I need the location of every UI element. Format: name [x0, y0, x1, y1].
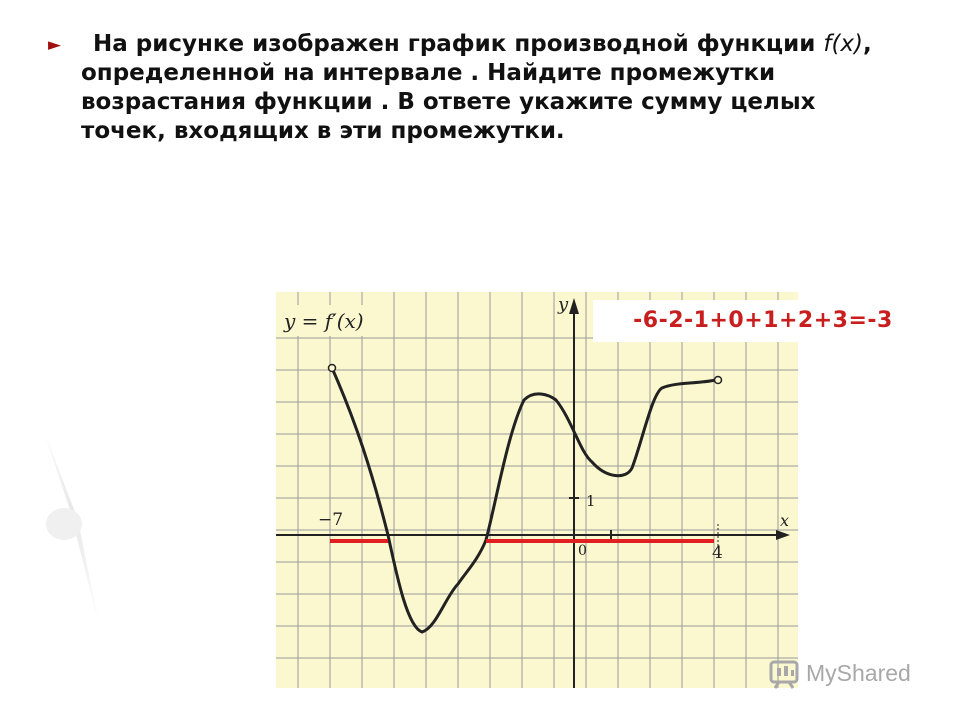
watermark-text: MyShared — [806, 660, 911, 686]
right-pointer-icon: ► — [48, 35, 62, 55]
answer-box: -6-2-1+0+1+2+3=-3 — [593, 300, 933, 342]
task-text — [81, 30, 908, 146]
function-name: f(x) — [823, 31, 863, 57]
task-text-part1: На рисунке изображен график производной функции — [93, 31, 824, 57]
right-endpoint — [715, 377, 722, 384]
task-text-part2: , определенной на интервале . Найдите промежутки возрастания функции . В ответе укажите сумму целых точек, входящих в эти промежутки. — [81, 31, 872, 144]
label-zero: 0 — [578, 543, 587, 559]
y-axis-label: y — [558, 294, 569, 315]
myshared-logo-icon — [768, 656, 802, 690]
label-minus-seven: −7 — [318, 510, 344, 530]
decorative-shape — [30, 400, 110, 650]
left-endpoint — [329, 365, 336, 372]
graph-background — [276, 292, 798, 688]
label-four: 4 — [712, 543, 723, 563]
x-axis-label: x — [780, 511, 790, 530]
derivative-graph — [276, 292, 798, 688]
watermark — [768, 656, 938, 692]
task-bullet — [48, 30, 908, 146]
graph-legend: y = f′(x) — [284, 309, 364, 333]
label-one: 1 — [586, 492, 596, 510]
